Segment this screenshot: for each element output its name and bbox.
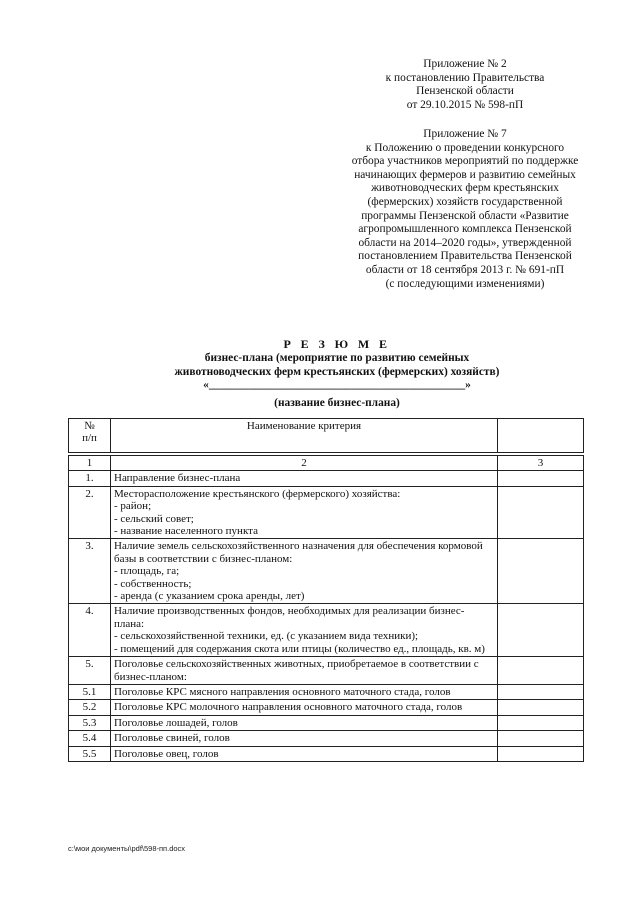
column-number: 1	[69, 456, 111, 471]
criterion-line: Месторасположение крестьянского (фермерского) хозяйства:	[114, 487, 401, 500]
title-line-1: бизнес-плана (мероприятие по развитию семейных	[204, 352, 470, 364]
appendix-7-line: отбора участников мероприятий по поддержке	[351, 155, 579, 168]
criterion-line: - сельский совет;	[114, 512, 194, 525]
row-number: 2.	[69, 486, 111, 539]
criterion-value-cell[interactable]	[498, 486, 584, 539]
column-number-row	[69, 456, 584, 471]
appendix-7-line: (с последующими изменениями)	[385, 277, 545, 290]
business-plan-name-caption: (название бизнес-плана)	[274, 396, 400, 409]
criterion-line: - собственность;	[114, 577, 192, 590]
table-row	[69, 684, 584, 699]
header-num: № п/п	[69, 419, 111, 453]
criterion-line: - сельскохозяйственной техники, ед. (с указанием вида техники);	[114, 630, 419, 643]
criterion-line: Направление бизнес-плана	[114, 472, 241, 485]
criteria-table	[68, 455, 584, 762]
appendix-2-block	[320, 58, 610, 112]
criterion-text	[111, 746, 498, 761]
column-number: 2	[111, 456, 498, 471]
criterion-text	[111, 657, 498, 685]
table-row	[69, 539, 584, 604]
criterion-line: - район;	[114, 500, 152, 513]
table-row	[69, 486, 584, 539]
table-row	[69, 746, 584, 761]
criterion-line: - название населенного пункта	[114, 525, 258, 538]
row-number: 5.3	[69, 715, 111, 730]
table-row	[69, 471, 584, 486]
criterion-text	[111, 731, 498, 746]
criterion-line: Поголовье КРС мясного направления основного маточного стада, голов	[114, 685, 451, 698]
criterion-value-cell[interactable]	[498, 731, 584, 746]
row-number: 4.	[69, 604, 111, 657]
criterion-text	[111, 604, 498, 657]
appendix-7-block	[320, 128, 610, 291]
criterion-line: - помещений для содержания скота или птицы (количество ед., площадь, кв. м)	[114, 642, 485, 655]
criterion-value-cell[interactable]	[498, 746, 584, 761]
appendix-7-line: Приложение № 7	[423, 128, 507, 140]
row-number: 5.	[69, 657, 111, 685]
header-criteria: Наименование критерия	[111, 419, 498, 453]
appendix-7-line: начинающих фермеров и развитию семейных	[354, 168, 576, 181]
appendix-2-line: Пензенской области	[416, 85, 514, 98]
appendix-7-line: животноводческих ферм крестьянских	[371, 182, 559, 195]
criterion-line: Поголовье КРС молочного направления основного маточного стада, голов	[114, 701, 463, 714]
row-number: 5.1	[69, 684, 111, 699]
criterion-value-cell[interactable]	[498, 700, 584, 715]
criterion-value-cell[interactable]	[498, 604, 584, 657]
criterion-value-cell[interactable]	[498, 539, 584, 604]
business-plan-name-blank: «_____________________________________________»	[203, 379, 471, 391]
header-row	[69, 419, 584, 453]
criterion-text	[111, 700, 498, 715]
criterion-text	[111, 471, 498, 486]
criterion-text	[111, 539, 498, 604]
file-path-footer: c:\мои документы\pdf\598-пп.docx	[68, 844, 186, 853]
row-number: 5.2	[69, 700, 111, 715]
row-number: 1.	[69, 471, 111, 486]
table-row	[69, 657, 584, 685]
criterion-line: Поголовье свиней, голов	[114, 732, 230, 745]
appendix-7-line: постановлением Правительства Пензенской	[358, 250, 572, 263]
table-row	[69, 715, 584, 730]
appendix-7-line: к Положению о проведении конкурсного	[365, 141, 565, 154]
table-row	[69, 604, 584, 657]
appendix-7-line: агропромышленного комплекса Пензенской	[358, 223, 572, 236]
table-row	[69, 731, 584, 746]
row-number: 3.	[69, 539, 111, 604]
header-table	[68, 418, 584, 453]
criterion-line: Наличие земель сельскохозяйственного назначения для обеспечения кормовой базы в соответствии с бизнес-планом:	[114, 540, 483, 565]
appendix-7-line: программы Пензенской области «Развитие	[361, 209, 569, 222]
criterion-value-cell[interactable]	[498, 471, 584, 486]
title-line-2: животноводческих ферм крестьянских (фермерских) хозяйств)	[174, 365, 500, 378]
criterion-text	[111, 486, 498, 539]
criterion-line: - аренда (с указанием срока аренды, лет)	[114, 590, 305, 603]
criterion-line: - площадь, га;	[114, 565, 180, 578]
appendix-2-line: от 29.10.2015 № 598-пП	[406, 98, 524, 111]
criterion-line: Поголовье сельскохозяйственных животных, приобретаемое в соответствии с бизнес-планом:	[114, 658, 479, 683]
criterion-line: Поголовье овец, голов	[114, 747, 219, 760]
appendix-7-line: области на 2014–2020 годы», утвержденной	[358, 236, 572, 249]
row-number: 5.5	[69, 746, 111, 761]
appendix-2-line: к постановлению Правительства	[385, 71, 545, 84]
criterion-text	[111, 684, 498, 699]
appendix-7-line: области от 18 сентября 2013 г. № 691-пП	[365, 263, 565, 276]
appendix-2-line: Приложение № 2	[423, 58, 507, 70]
criterion-line: Поголовье лошадей, голов	[114, 716, 238, 729]
table-row	[69, 700, 584, 715]
criterion-value-cell[interactable]	[498, 657, 584, 685]
criterion-text	[111, 715, 498, 730]
column-number: 3	[498, 456, 584, 471]
row-number: 5.4	[69, 731, 111, 746]
criterion-value-cell[interactable]	[498, 684, 584, 699]
criterion-line: Наличие производственных фондов, необходимых для реализации бизнес-плана:	[114, 605, 465, 630]
resume-heading: Р Е З Ю М Е	[283, 337, 391, 351]
document-title	[90, 337, 584, 410]
header-value	[498, 419, 584, 453]
appendix-7-line: (фермерских) хозяйств государственной	[367, 195, 563, 208]
criterion-value-cell[interactable]	[498, 715, 584, 730]
